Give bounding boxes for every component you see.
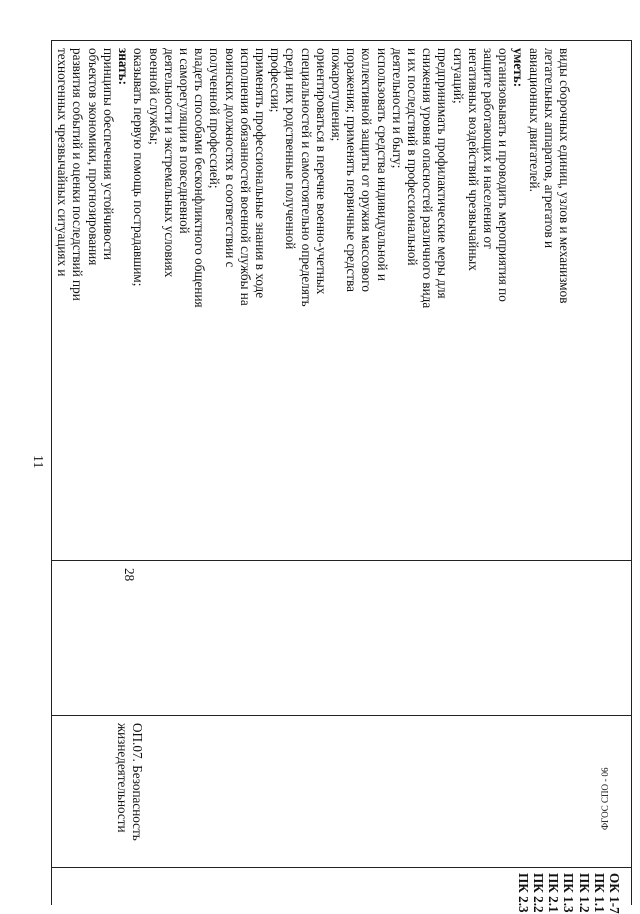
description-line: ситуаций; [450, 48, 466, 104]
table-top-border [631, 40, 632, 905]
description-line: полученной профессией; [207, 48, 223, 189]
description-line: воинских должностях в соответствии с [222, 48, 238, 268]
description-line: снижения уровня опасностей различного вида [420, 48, 436, 309]
footer-text: ФГОС СПО - 06 [600, 767, 610, 830]
table-bottom-border [51, 40, 52, 905]
description-line: поражения; применять первичные средства [344, 48, 360, 292]
description-line: деятельности и быту; [389, 48, 405, 169]
description-line: объектов экономики, прогнозирования [85, 48, 101, 266]
description-line: деятельности и экстремальных условиях [161, 48, 177, 278]
description-line: ориентироваться в перечне военно-учетных [313, 48, 329, 295]
description-line: специальностей и самостоятельно определять [298, 48, 314, 307]
description-line: коллективной защиты от оружия массового [359, 48, 375, 292]
section-heading: уметь: [511, 48, 527, 88]
column-divider-1 [52, 560, 632, 561]
description-line: применять профессиональные знания в ходе [252, 48, 268, 299]
document-footer [600, 768, 610, 830]
description-line: пожаротушения; [328, 48, 344, 142]
description-line: организовывать и проводить мероприятия по [496, 48, 512, 302]
discipline-line: жизнедеятельности [114, 723, 130, 833]
competencies-list [516, 873, 622, 914]
hours-value: 28 [122, 568, 137, 582]
description-line: защите работающих и населения от [480, 48, 496, 249]
description-line: негативных воздействий чрезвычайных [465, 48, 481, 271]
description-line: и саморегуляции в повседневной [176, 48, 192, 234]
description-line: среди них родственные полученной [283, 48, 299, 250]
table-left-border [52, 40, 632, 41]
column-divider-2 [52, 715, 632, 716]
discipline-line: ОП.07. Безопасность [130, 723, 145, 841]
requirements-description [55, 48, 572, 558]
discipline-name [115, 723, 145, 893]
description-line: и их последствий в профессиональной [404, 48, 420, 266]
section-heading: знать: [116, 48, 132, 85]
competency-code: ПК 1.2 [576, 873, 592, 913]
description-line: оказывать первую помощь пострадавшим; [131, 48, 147, 287]
description-line: использовать средства индивидуальной и [374, 48, 390, 281]
page-number: 11 [30, 455, 45, 469]
description-line: военной службы; [146, 48, 162, 145]
competency-code: ПК 1.1 [591, 873, 607, 913]
description-line: техногенных чрезвычайных ситуациях и [55, 48, 71, 277]
description-line: авиационных двигателей. [526, 48, 542, 192]
competency-code: ПК 1.3 [561, 873, 577, 913]
description-line: предпринимать профилактические меры для [435, 48, 451, 299]
description-line: профессии; [268, 48, 284, 113]
description-line: принципы обеспечения устойчивости [100, 48, 116, 260]
competency-code: ПК 2.1 [546, 873, 562, 913]
competency-code: ПК 2.2 [530, 873, 546, 913]
competency-code: ОК 1-7 [607, 873, 622, 914]
description-line: развития событий и оценки последствий при [70, 48, 86, 301]
description-line: владеть способами бесконфликтного общения [192, 48, 208, 308]
competency-code: ПК 2.3 [515, 873, 531, 913]
description-line: виды сборочных единиц, узлов и механизмов [557, 48, 572, 304]
description-line: летательных аппаратов, агрегатов и [541, 48, 557, 249]
description-line: исполнения обязанностей военной службы на [237, 48, 253, 306]
